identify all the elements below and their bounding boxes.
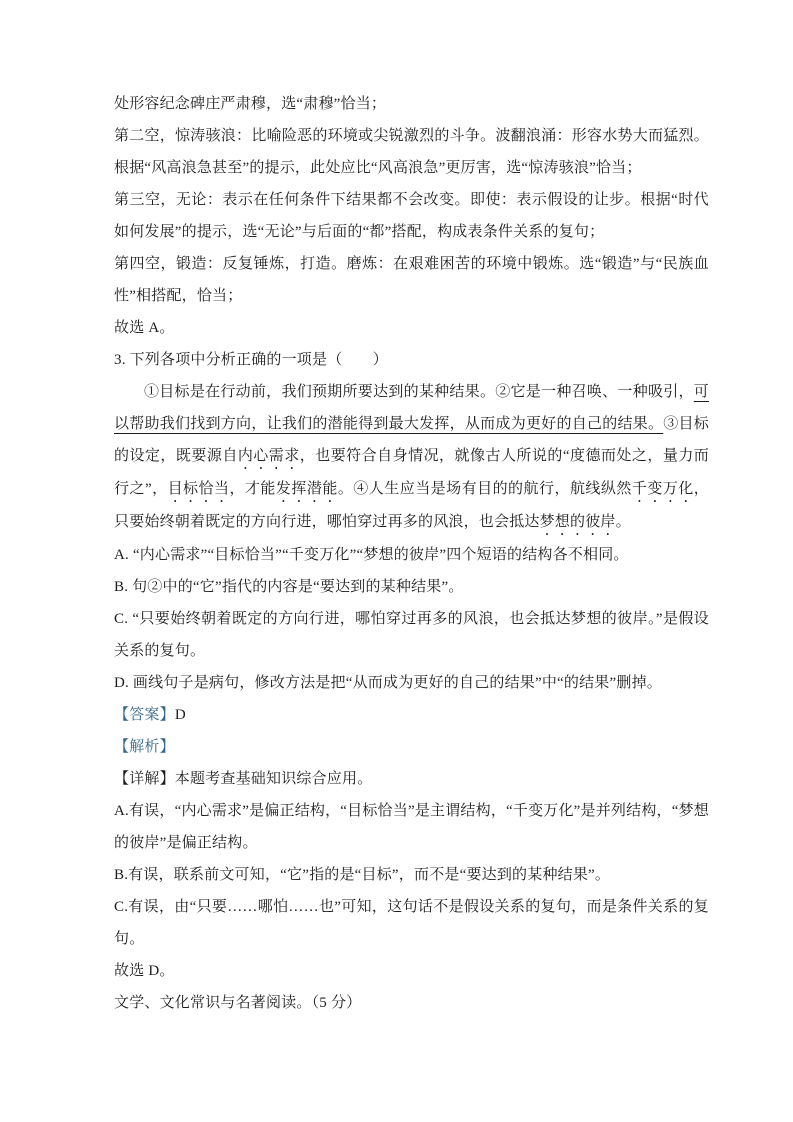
text-run: 故选 D。 bbox=[114, 963, 175, 979]
text-run-dots: 梦想的彼岸 bbox=[539, 514, 616, 530]
question3-conclusion bbox=[114, 955, 709, 987]
text-run: ，只要始终朝着既定的方向行进，哪怕穿过再多的风浪，也会抵达 bbox=[114, 481, 709, 530]
text-run: B.有误，联系前文可知，“它”指的是“目标”，而不是“要达到的某种结果”。 bbox=[114, 867, 611, 883]
text-run-blue: 【答案】 bbox=[114, 707, 175, 723]
text-run: 文学、文化常识与名著阅读。（5 分） bbox=[114, 995, 362, 1011]
text-run: 。 bbox=[615, 514, 631, 530]
section-heading-literature bbox=[114, 987, 709, 1019]
text-run: 处形容纪念碑庄严肃穆，选“肃穆”恰当； bbox=[114, 96, 387, 112]
question3-option-c bbox=[114, 603, 709, 667]
text-run: ①目标是在行动前，我们预期所要达到的某种结果。②它是一种召唤、一种吸引， bbox=[144, 384, 694, 400]
question3-option-a bbox=[114, 539, 709, 571]
text-run-dots: 内心需求 bbox=[237, 448, 300, 464]
question3-passage bbox=[114, 376, 709, 539]
text-run: 3. 下列各项中分析正确的一项是（ ） bbox=[114, 352, 389, 368]
word3-analysis bbox=[114, 184, 709, 248]
text-run: 【详解】本题考查基础知识综合应用。 bbox=[114, 771, 373, 787]
text-run: 第四空，锻造：反复锤炼，打造。磨炼：在艰难困苦的环境中锻炼。选“锻造”与“民族血性”相搭配，恰当； bbox=[114, 256, 709, 304]
text-run-blue: 【解析】 bbox=[114, 739, 175, 755]
word4-analysis bbox=[114, 248, 709, 312]
text-run: ③目标的设定，既要源自 bbox=[114, 416, 709, 464]
analysis-label bbox=[114, 731, 709, 763]
text-run-dots: 目标恰当 bbox=[167, 481, 230, 497]
text-run: A. “内心需求”“目标恰当”“千变万化”“梦想的彼岸”四个短语的结构各不相同。 bbox=[114, 547, 629, 563]
text-run-dots: 发挥潜能 bbox=[275, 481, 338, 497]
text-run: ，才能 bbox=[229, 481, 276, 497]
explanation-option-a bbox=[114, 795, 709, 859]
question3-option-b bbox=[114, 571, 709, 603]
text-run: ，也要符合自身情况，就像古人所说的“度德而处之，量力而行之”， bbox=[114, 448, 710, 497]
explanation-option-c bbox=[114, 891, 709, 955]
detail-explanation bbox=[114, 763, 709, 795]
text-run: A.有误，“内心需求”是偏正结构，“目标恰当”是主谓结构，“千变万化”是并列结构，“梦想的彼岸”是偏正结构。 bbox=[114, 803, 709, 851]
question3-stem bbox=[114, 344, 709, 376]
text-run-dots: 千变万化 bbox=[631, 481, 694, 497]
text-run: D bbox=[174, 707, 186, 723]
text-run: D. 画线句子是病句，修改方法是把“从而成为更好的自己的结果”中“的结果”删掉。 bbox=[114, 675, 662, 691]
word1-analysis-tail bbox=[114, 88, 709, 120]
text-run: 第二空，惊涛骇浪：比喻险恶的环境或尖锐激烈的斗争。波翻浪涌：形容水势大而猛烈。根据“风高浪急甚至”的提示，此处应比“风高浪急”更厉害，选“惊涛骇浪”恰当； bbox=[114, 128, 709, 176]
question2-conclusion bbox=[114, 312, 709, 344]
document-content bbox=[114, 88, 709, 1019]
question3-option-d bbox=[114, 667, 709, 699]
text-run: C.有误，由“只要……哪怕……也”可知，这句话不是假设关系的复句，而是条件关系的复句。 bbox=[114, 899, 709, 947]
text-run-underline: 可以帮助我们找到方向，让我们的潜能得到最大发挥，从而成为更好的自己的结果。 bbox=[114, 384, 709, 432]
text-run: 第三空，无论：表示在任何条件下结果都不会改变。即使：表示假设的让步。根据“时代如何发展”的提示，选“无论”与后面的“都”搭配，构成表条件关系的复句； bbox=[114, 192, 709, 240]
answer-line bbox=[114, 699, 709, 731]
word2-analysis bbox=[114, 120, 709, 184]
text-run: C. “只要始终朝着既定的方向行进，哪怕穿过再多的风浪，也会抵达梦想的彼岸。”是假设关系的复句。 bbox=[114, 611, 709, 659]
text-run: 故选 A。 bbox=[114, 320, 175, 336]
text-run: 。④人生应当是场有目的的航行，航线纵然 bbox=[337, 481, 632, 497]
explanation-option-b bbox=[114, 859, 709, 891]
text-run: B. 句②中的“它”指代的内容是“要达到的某种结果”。 bbox=[114, 579, 464, 595]
